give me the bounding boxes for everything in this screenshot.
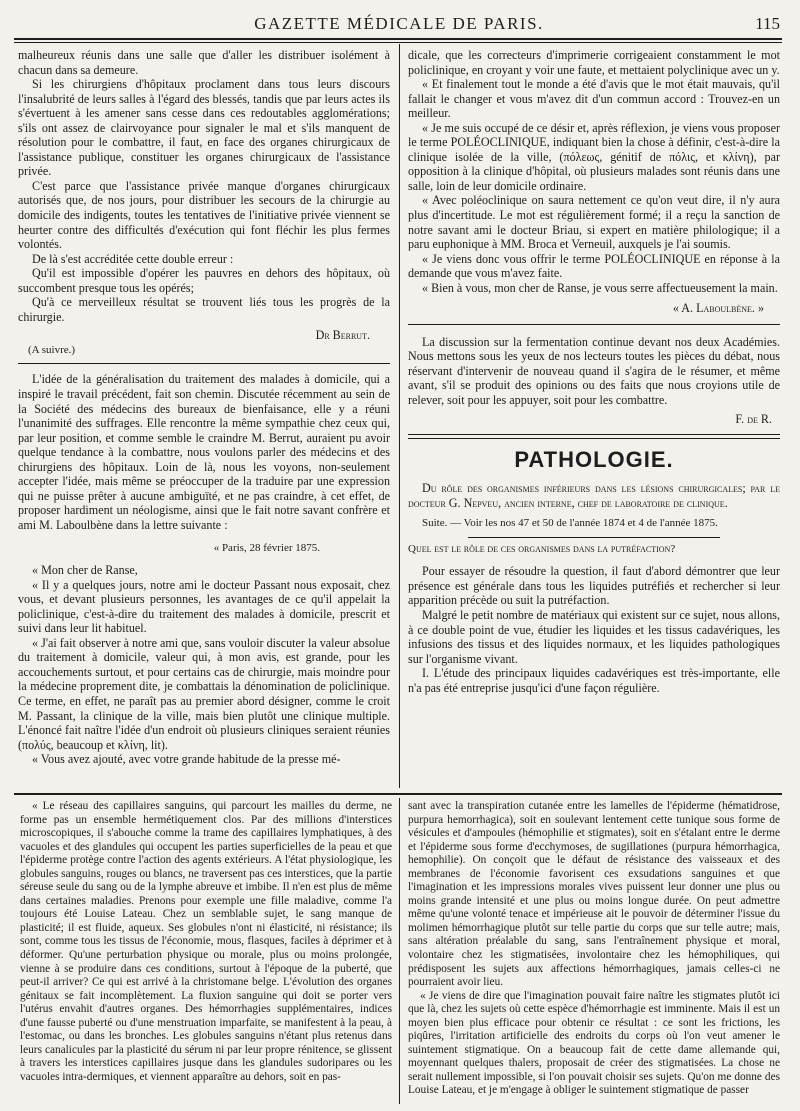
article-heading: Du rôle des organismes inférieurs dans les lésions chirurgicales; par le docteur G. Nepveu, ancien interne, chef de laboratoire de clinique. <box>408 481 780 510</box>
suite-note: Suite. — Voir les nos 47 et 50 de l'année 1874 et 4 de l'année 1875. <box>422 517 718 530</box>
paragraph: « Je viens de dire que l'imagination pouvait faire naître les stigmates plutôt ici que là, chez les sujets où cette espèce d'hémorrhagie est imminente. Mais il est un moyen bien plus efficace pour obtenir ce résultat : ce sont les frictions, les piqûres, l'irritation artificielle des endroits du corps où l'on veut amener le suintement stigmatique. On a beaucoup fait de cette dame allemande qui, moyennant quelques thalers, proposait de créer des stigmatisées. La chose ne serait nullement impossible, si l'on pouvait choisir ses sujets. Qu'on me donne des Louise Lateau, et je m'engage à obliger le suintement stigmatique de passer <box>408 989 780 1097</box>
paragraph: « J'ai fait observer à notre ami que, sans vouloir discuter la valeur absolue du traitement à domicile, valeur qui, à mon avis, est grande, pour les accouchements surtout, et pour certains cas de chirurgie, mais moindre pour la médecine proprement dite, je combattais la dénomination de policlinique. Ce terme, en effet, ne paraît pas au premier abord désigner, comme le croit M. Passant, la clinique de la ville, mais bien plutôt une clinique multiple. L'énoncé fait naître l'idée d'un endroit où plusieurs cliniques seraient réunies (πολύς, beaucoup et κλίνη, lit). <box>18 635 390 752</box>
author-signature: Dr Berrut. <box>315 328 370 343</box>
section-title: PATHOLOGIE. <box>514 447 674 473</box>
letter-salutation: « Mon cher de Ranse, <box>32 563 138 578</box>
paragraph: « Je viens donc vous offrir le terme POLÉOCLINIQUE en réponse à la demande que vous m'avez faite. <box>408 251 780 281</box>
paragraph: « Il y a quelques jours, notre ami le docteur Passant nous exposait, chez vous, et devant plusieurs personnes, les avantages de ce qu'il appelait la policlinique, c'est-à-dire du traitement des malades à domicile, prescrit et suivi dans leur lit habituel. <box>18 577 390 636</box>
paragraph: malheureux réunis dans une salle que d'aller les distribuer isolément à chacun dans sa demeure. <box>18 48 390 77</box>
feuilleton-right <box>408 800 780 1098</box>
heading-rule <box>468 537 720 538</box>
section-separator <box>408 434 780 439</box>
paragraph: dicale, que les correcteurs d'imprimerie corrigeaient constamment le mot policlinique, en croyant y voir une faute, et mettaient polyclinique avec un y. <box>408 48 780 77</box>
letter-date: « Paris, 28 février 1875. <box>213 541 320 554</box>
section-separator <box>18 363 390 364</box>
page-number: 115 <box>755 14 780 33</box>
paragraph: Pour essayer de résoudre la question, il faut d'abord démontrer que leur présence est générale dans tous les liquides putréfiés et rechercher si leur apparition précède ou suit la putréfaction. <box>408 564 780 608</box>
column-divider <box>399 44 400 788</box>
paragraph: « Avec poléoclinique on saura nettement ce qu'on veut dire, il n'y aura plus d'incertitude. Le mot est régulièrement formé; il a reçu la sanction de notre savant ami le docteur Briau, si expert en matière philologique; il a paru euphonique à MM. Broca et Verneuil, auxquels je l'ai soumis. <box>408 193 780 252</box>
paragraph: L'idée de la généralisation du traitement des malades à domicile, qui a inspiré le travail précédent, fait son chemin. Discutée récemment au sein de la Société des médecins des bureaux de bienfaisance, elle y a réuni l'unanimité des suffrages. Elle rencontre la même sympathie chez ceux qui, par leur position, et comme semble le craindre M. Berrut, auraient pu avoir quelque tendance à la combattre, nous voulons parler des médecins et des chirurgiens des hôpitaux. Loin de là, nous les voyons, non-seulement accepter l'idée, mais même se préoccuper de la traduire par une expression qui ne puisse prêter à aucune ambiguïté, et ne pas craindre, à cet effet, de proposer hardiment un néologisme, ainsi que le fait notre savant confrère et ami M. Laboulbène dans la lettre suivante : <box>18 372 390 532</box>
paragraph: « Je me suis occupé de ce désir et, après réflexion, je viens vous proposer le terme POLÉOCLINIQUE, indiquant bien la chose à définir, c'est-à-dire la clinique isolée de la ville, (πόλεως, génitif de πόλις, et κλίνη), par opposition à la clinique d'hôpital, où plusieurs malades sont réunis dans une salle, loin de leur domicile ordinaire. <box>408 120 780 193</box>
paragraph: La discussion sur la fermentation continue devant nos deux Académies. Nous mettons sous les yeux de nos lecteurs toutes les pièces du débat, nous réservant d'intervenir de nouveau quand il s'agira de le résumer, et même avant, s'il se produit des opinions ou des faits que nous croyions utile de relever, soit pour les appuyer, soit pour les combattre. <box>408 334 780 408</box>
left-column <box>18 48 390 767</box>
editor-signature: F. de R. <box>735 411 772 426</box>
paragraph: C'est parce que l'assistance privée manque d'organes chirurgicaux autorisés que, de nos jours, pour distribuer les secours de la chirurgie au domicile des indigents, toutes les tentatives de l'initiative privée viennent se heurter contre des difficultés d'exécution qui font fléchir les plus fermes volontés. <box>18 178 390 252</box>
continuation-note: (A suivre.) <box>28 343 76 356</box>
paragraph: I. L'étude des principaux liquides cadavériques est très-importante, elle n'a pas été entreprise jusqu'ici d'une façon régulière. <box>408 666 780 695</box>
paragraph: « Et finalement tout le monde a été d'avis que le mot était mauvais, qu'il fallait le changer et vous m'avez dit d'un commun accord : Trouvez-en un meilleur. <box>408 77 780 121</box>
paragraph: Qu'il est impossible d'opérer les pauvres en dehors des hôpitaux, où succombent presque tous les opérés; <box>18 266 390 295</box>
feuilleton-left <box>20 800 392 1084</box>
paragraph: sant avec la transpiration cutanée entre les lamelles de l'épiderme (hématidrose, purpura hemorrhagica), soit en soulevant lentement cette tunique sous forme de vésicules et d'ampoules (hémophilie et stigmates), soit en s'étalant entre le derme et l'épiderme sous forme d'ecchymoses, de sugillationes (purpura hémorrhagica, hemophilie). On conçoit que le défaut de résistance des vaisseaux et des membranes de l'économie favorisent ces exsudations sanguines et que l'imagination et les impressions morales vives puissent leur donner une plus ou moins grande intensité et une plus ou moins longue durée. On peut admettre même qu'une volonté tenace et impérieuse ait le pouvoir de déterminer l'issue du molimen hémorrhagique plutôt sur telle partie du corps que sur telle autre; mais, sans altération préalable du sang, sans l'entraînement physique et moral, volontaire chez les stigmatisées, involontaire chez les hémophiliques, qui prédisposent les sujets aux affections hémorrhagiques, jamais celles-ci ne pourraient avoir lieu. <box>408 800 780 989</box>
paragraph: « Vous avez ajouté, avec votre grande habitude de la presse mé- <box>32 752 341 767</box>
section-separator <box>408 324 780 325</box>
paragraph: Malgré le petit nombre de matériaux qui existent sur ce sujet, nous allons, à ce double point de vue, étudier les liquides et les tissus cadavériques, les infusions des tissus et des liquides normaux, et les liquides pathologiques sur l'organisme vivant. <box>408 607 780 666</box>
paragraph: Qu'à ce merveilleux résultat se trouvent liés tous les progrès de la chirurgie. <box>18 295 390 324</box>
header-rule-thin <box>14 42 782 43</box>
question-heading: Quel est le rôle de ces organismes dans la putréfaction? <box>408 542 676 555</box>
right-column <box>408 48 780 695</box>
paragraph: « Le réseau des capillaires sanguins, qui parcourt les mailles du derme, ne forme pas un ensemble hermétiquement clos. Par des millions d'interstices microscopiques, il s'abouche comme la trame des capillaires lymphatiques, à des vacuoles et des glandules qui occupent les parties superficielles de la peau et que l'épiderme protège contre l'action des agents extérieurs. A l'état physiologique, les globules sanguins, rouges ou blancs, ne traversent pas ces interstices, que la partie séreuse seule du sang ou de la lymphe abreuve et imbibe. Il n'en est plus de même dans certaines maladies. Prenons pour exemple une fille maladive, comme l'a toujours été Louise Lateau. Chez un semblable sujet, le sang manque de plasticité; il est fluide, aqueux. Ses globules n'ont ni élasticité, ni résistance; ils sont, comme tous les tissus de l'économie, mous, flasques, faciles à déprimer et à déformer. Qu'une perturbation physique ou morale, plus ou moins prolongée, vienne à se produire dans ces conditions, surtout à l'époque de la puberté, que peut-il arriver? Ce qui est arrivé à la christomane belge. L'évolution des organes génitaux se fait incomplètement. La fluxion sanguine qui doit se porter vers l'utérus envahit d'autres organes. Des hémorrhagies supplémentaires, indices d'une fausse puberté ou d'une menstruation imparfaite, se manifestent à la peau, à l'estomac, ou dans les bronches. Les globules sanguins n'étant plus retenus dans leurs canalicules par la plasticité du sérum ni par leur propre rénitence, se glissent à travers les interstices capillaires jusque dans les glandules sudoripares ou les vacuoles intra-dermiques, et viennent apparaître au dehors, soit en pas- <box>20 800 392 1083</box>
running-title: GAZETTE MÉDICALE DE PARIS. <box>254 14 544 33</box>
header-rule <box>14 38 782 40</box>
footer-rule <box>14 793 782 795</box>
paragraph: Si les chirurgiens d'hôpitaux proclament dans tous leurs discours l'insalubrité de leurs salles à l'égard des blessés, tandis que par leurs actes ils s'évertuent à les amener sans cesse dans ces redoutables agglomérations; s'ils ont assez de clairvoyance pour signaler le mal et s'ils manquent de résolution pour le combattre, il faut, en face des organes chirurgicaux de l'assistance publique, constituer les organes chirurgicaux de l'assistance privée. <box>18 77 390 179</box>
paragraph: De là s'est accréditée cette double erreur : <box>32 251 234 266</box>
page-header <box>18 10 780 40</box>
paragraph: « Bien à vous, mon cher de Ranse, je vous serre affectueusement la main. <box>422 280 778 295</box>
author-signature: « A. Laboulbène. » <box>672 301 764 316</box>
footer-column-divider <box>399 798 400 1104</box>
